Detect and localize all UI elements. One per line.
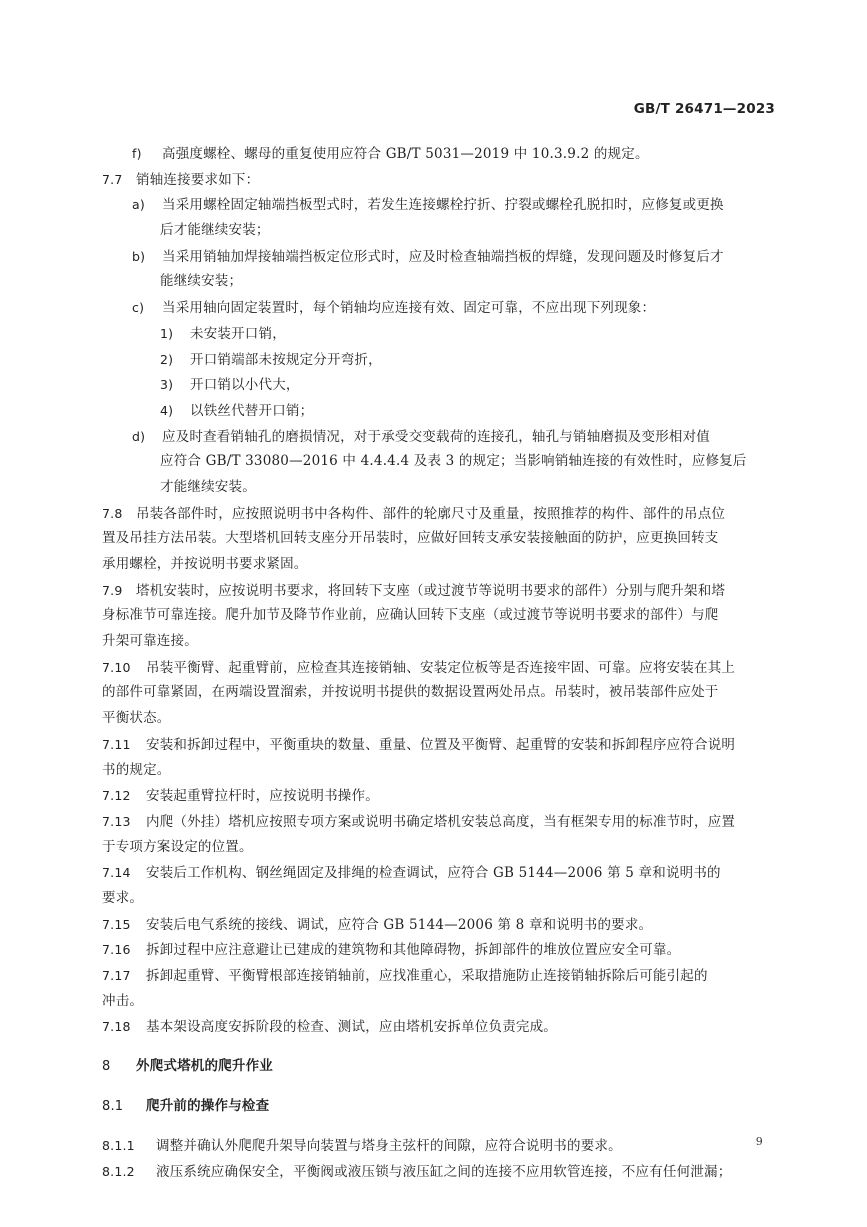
line-text: 应符合 GB/T 33080—2016 中 4.4.4.4 及表 3 的规定；当影响销轴连接的有效性时，应修复后 <box>160 453 747 470</box>
line-text: 的部件可靠紧固，在两端设置溜索，并按说明书提供的数据设置两处吊点。吊装时，被吊装部件应处于 <box>102 684 719 701</box>
clause-line <box>102 167 775 193</box>
list-item-continuation <box>102 218 775 244</box>
list-item <box>102 424 775 450</box>
clause-line <box>102 501 775 527</box>
clause-line <box>102 860 775 886</box>
line-text: 开口销以小代大， <box>190 377 300 394</box>
item-label: 4) <box>160 402 174 418</box>
item-label: 7.8 <box>102 505 123 521</box>
clause-continuation <box>102 526 775 552</box>
line-text: 要求。 <box>102 889 144 906</box>
clause-continuation <box>102 603 775 629</box>
line-text: 销轴连接要求如下： <box>136 171 260 188</box>
sub-list-item <box>102 398 775 424</box>
clause-continuation <box>102 886 775 912</box>
item-label: 7.9 <box>102 582 123 598</box>
item-label: 7.12 <box>102 788 131 804</box>
line-text: 才能继续安装。 <box>160 478 256 495</box>
line-text: 内爬（外挂）塔机应按照专项方案或说明书确定塔机安装总高度，当有框架专用的标准节时，应置 <box>146 813 736 830</box>
clause-line <box>102 655 775 681</box>
line-text: 身标准节可靠连接。爬升加节及降节作业前，应确认回转下支座（或过渡节等说明书要求的部件）与爬 <box>102 607 719 624</box>
clause-continuation <box>102 680 775 706</box>
line-text: 当采用轴向固定装置时，每个销轴均应连接有效、固定可靠，不应出现下列现象： <box>162 300 656 317</box>
item-label: 7.18 <box>102 1019 131 1035</box>
line-text: 安装后工作机构、钢丝绳固定及排绳的检查调试，应符合 GB 5144—2006 第 5 章和说明书的 <box>146 865 721 882</box>
item-label: 2) <box>160 351 174 367</box>
section-spacer <box>102 1040 775 1054</box>
clause-line <box>102 578 775 604</box>
line-text: 能继续安装； <box>160 273 243 290</box>
item-label: c) <box>132 300 145 316</box>
clause-continuation <box>102 758 775 784</box>
line-text: 承用螺栓，并按说明书要求紧固。 <box>102 556 308 572</box>
clause-line <box>102 732 775 758</box>
list-item <box>102 141 775 167</box>
line-text: 当采用螺栓固定轴端挡板型式时，若发生连接螺栓拧折、拧裂或螺栓孔脱扣时，应修复或更换 <box>162 197 724 214</box>
line-text: 升架可靠连接。 <box>102 633 198 650</box>
section-spacer <box>102 1080 775 1094</box>
list-item-continuation <box>102 269 775 295</box>
line-text: 拆卸起重臂、平衡臂根部连接销轴前，应找准重心，采取措施防止连接销轴拆除后可能引起的 <box>146 968 708 984</box>
line-text: 调整并确认外爬爬升架导向装置与塔身主弦杆的间隙，应符合说明书的要求。 <box>156 1138 622 1155</box>
clause-continuation <box>102 706 775 732</box>
line-text: 液压系统应确保安全，平衡阀或液压锁与液压缸之间的连接不应用软管连接，不应有任何泄漏； <box>156 1164 732 1181</box>
sub-list-item <box>102 347 775 373</box>
line-text: 吊装各部件时，应按照说明书中各构件、部件的轮廓尺寸及重量，按照推荐的构件、部件的吊点位 <box>136 505 726 522</box>
list-item <box>102 295 775 321</box>
item-label: 1) <box>160 325 174 341</box>
line-text: 安装和拆卸过程中，平衡重块的数量、重量、位置及平衡臂、起重臂的安装和拆卸程序应符合说明 <box>146 736 736 753</box>
item-label: a) <box>132 197 145 213</box>
sub-list-item <box>102 321 775 347</box>
clause-line <box>102 963 775 989</box>
clause-line <box>102 1014 775 1040</box>
line-text: 书的规定。 <box>102 761 171 778</box>
line-text: 爬升前的操作与检查 <box>146 1097 270 1114</box>
clause-continuation <box>102 552 775 578</box>
document-body <box>102 141 775 1185</box>
section-heading <box>102 1094 775 1120</box>
line-text: 开口销端部未按规定分开弯折， <box>190 351 382 368</box>
line-text: 后才能继续安装； <box>160 222 270 239</box>
item-label: 7.10 <box>102 659 131 675</box>
line-text: 安装后电气系统的接线、调试，应符合 GB 5144—2006 第 8 章和说明书的要求。 <box>146 916 653 933</box>
item-label: f) <box>132 146 142 161</box>
list-item-continuation <box>102 449 775 475</box>
item-label: 8.1.1 <box>102 1138 135 1154</box>
page-number: 9 <box>755 1135 763 1148</box>
line-text: 平衡状态。 <box>102 710 171 727</box>
line-text: 冲击。 <box>102 992 144 1009</box>
line-text: 拆卸过程中应注意避让已建成的建筑物和其他障碍物，拆卸部件的堆放位置应安全可靠。 <box>146 942 681 959</box>
line-text: 吊装平衡臂、起重臂前，应检查其连接销轴、安装定位板等是否连接牢固、可靠。应将安装在其上 <box>146 659 736 676</box>
list-item-continuation <box>102 475 775 501</box>
section-heading <box>102 1054 775 1080</box>
sub-clause-line <box>102 1159 775 1185</box>
line-text: 置及吊挂方法吊装。大型塔机回转支座分开吊装时，应做好回转支承安装接触面的防护，应更换回转支 <box>102 530 719 547</box>
line-text: 基本架设高度安拆阶段的检查、测试，应由塔机安拆单位负责完成。 <box>146 1019 557 1036</box>
sub-clause-line <box>102 1133 775 1159</box>
item-label: 7.17 <box>102 968 131 983</box>
list-item <box>102 244 775 270</box>
clause-line <box>102 809 775 835</box>
clause-continuation <box>102 629 775 655</box>
line-text: 以铁丝代替开口销； <box>190 402 314 419</box>
line-text: 当采用销轴加焊接轴端挡板定位形式时，应及时检查轴端挡板的焊缝，发现问题及时修复后才 <box>162 248 724 265</box>
item-label: 8 <box>102 1059 111 1075</box>
item-label: 7.14 <box>102 865 131 881</box>
clause-continuation <box>102 835 775 861</box>
sub-list-item <box>102 372 775 398</box>
line-text: 应及时查看销轴孔的磨损情况，对于承受交变载荷的连接孔，轴孔与销轴磨损及变形相对值 <box>162 428 710 445</box>
item-label: b) <box>132 248 146 264</box>
item-label: 3) <box>160 377 174 393</box>
line-text: 塔机安装时，应按说明书要求，将回转下支座（或过渡节等说明书要求的部件）分别与爬升架和塔 <box>136 582 726 599</box>
item-label: 7.11 <box>102 736 131 752</box>
clause-line <box>102 783 775 809</box>
line-text: 于专项方案设定的位置。 <box>102 838 253 855</box>
standard-code: GB/T 26471—2023 <box>633 101 775 117</box>
line-text: 安装起重臂拉杆时，应按说明书操作。 <box>146 788 379 805</box>
item-label: 7.16 <box>102 942 131 958</box>
clause-continuation <box>102 989 775 1015</box>
item-label: 8.1.2 <box>102 1164 135 1180</box>
clause-line <box>102 937 775 963</box>
clause-line <box>102 912 775 938</box>
line-text: 高强度螺栓、螺母的重复使用应符合 GB/T 5031—2019 中 10.3.9.2 的规定。 <box>162 146 649 162</box>
list-item <box>102 192 775 218</box>
line-text: 未安装开口销， <box>190 325 286 342</box>
item-label: 7.15 <box>102 916 131 932</box>
line-text: 外爬式塔机的爬升作业 <box>136 1058 273 1075</box>
item-label: 8.1 <box>102 1098 124 1114</box>
item-label: d) <box>132 428 146 444</box>
item-label: 7.13 <box>102 813 131 829</box>
item-label: 7.7 <box>102 171 123 187</box>
section-spacer <box>102 1119 775 1133</box>
